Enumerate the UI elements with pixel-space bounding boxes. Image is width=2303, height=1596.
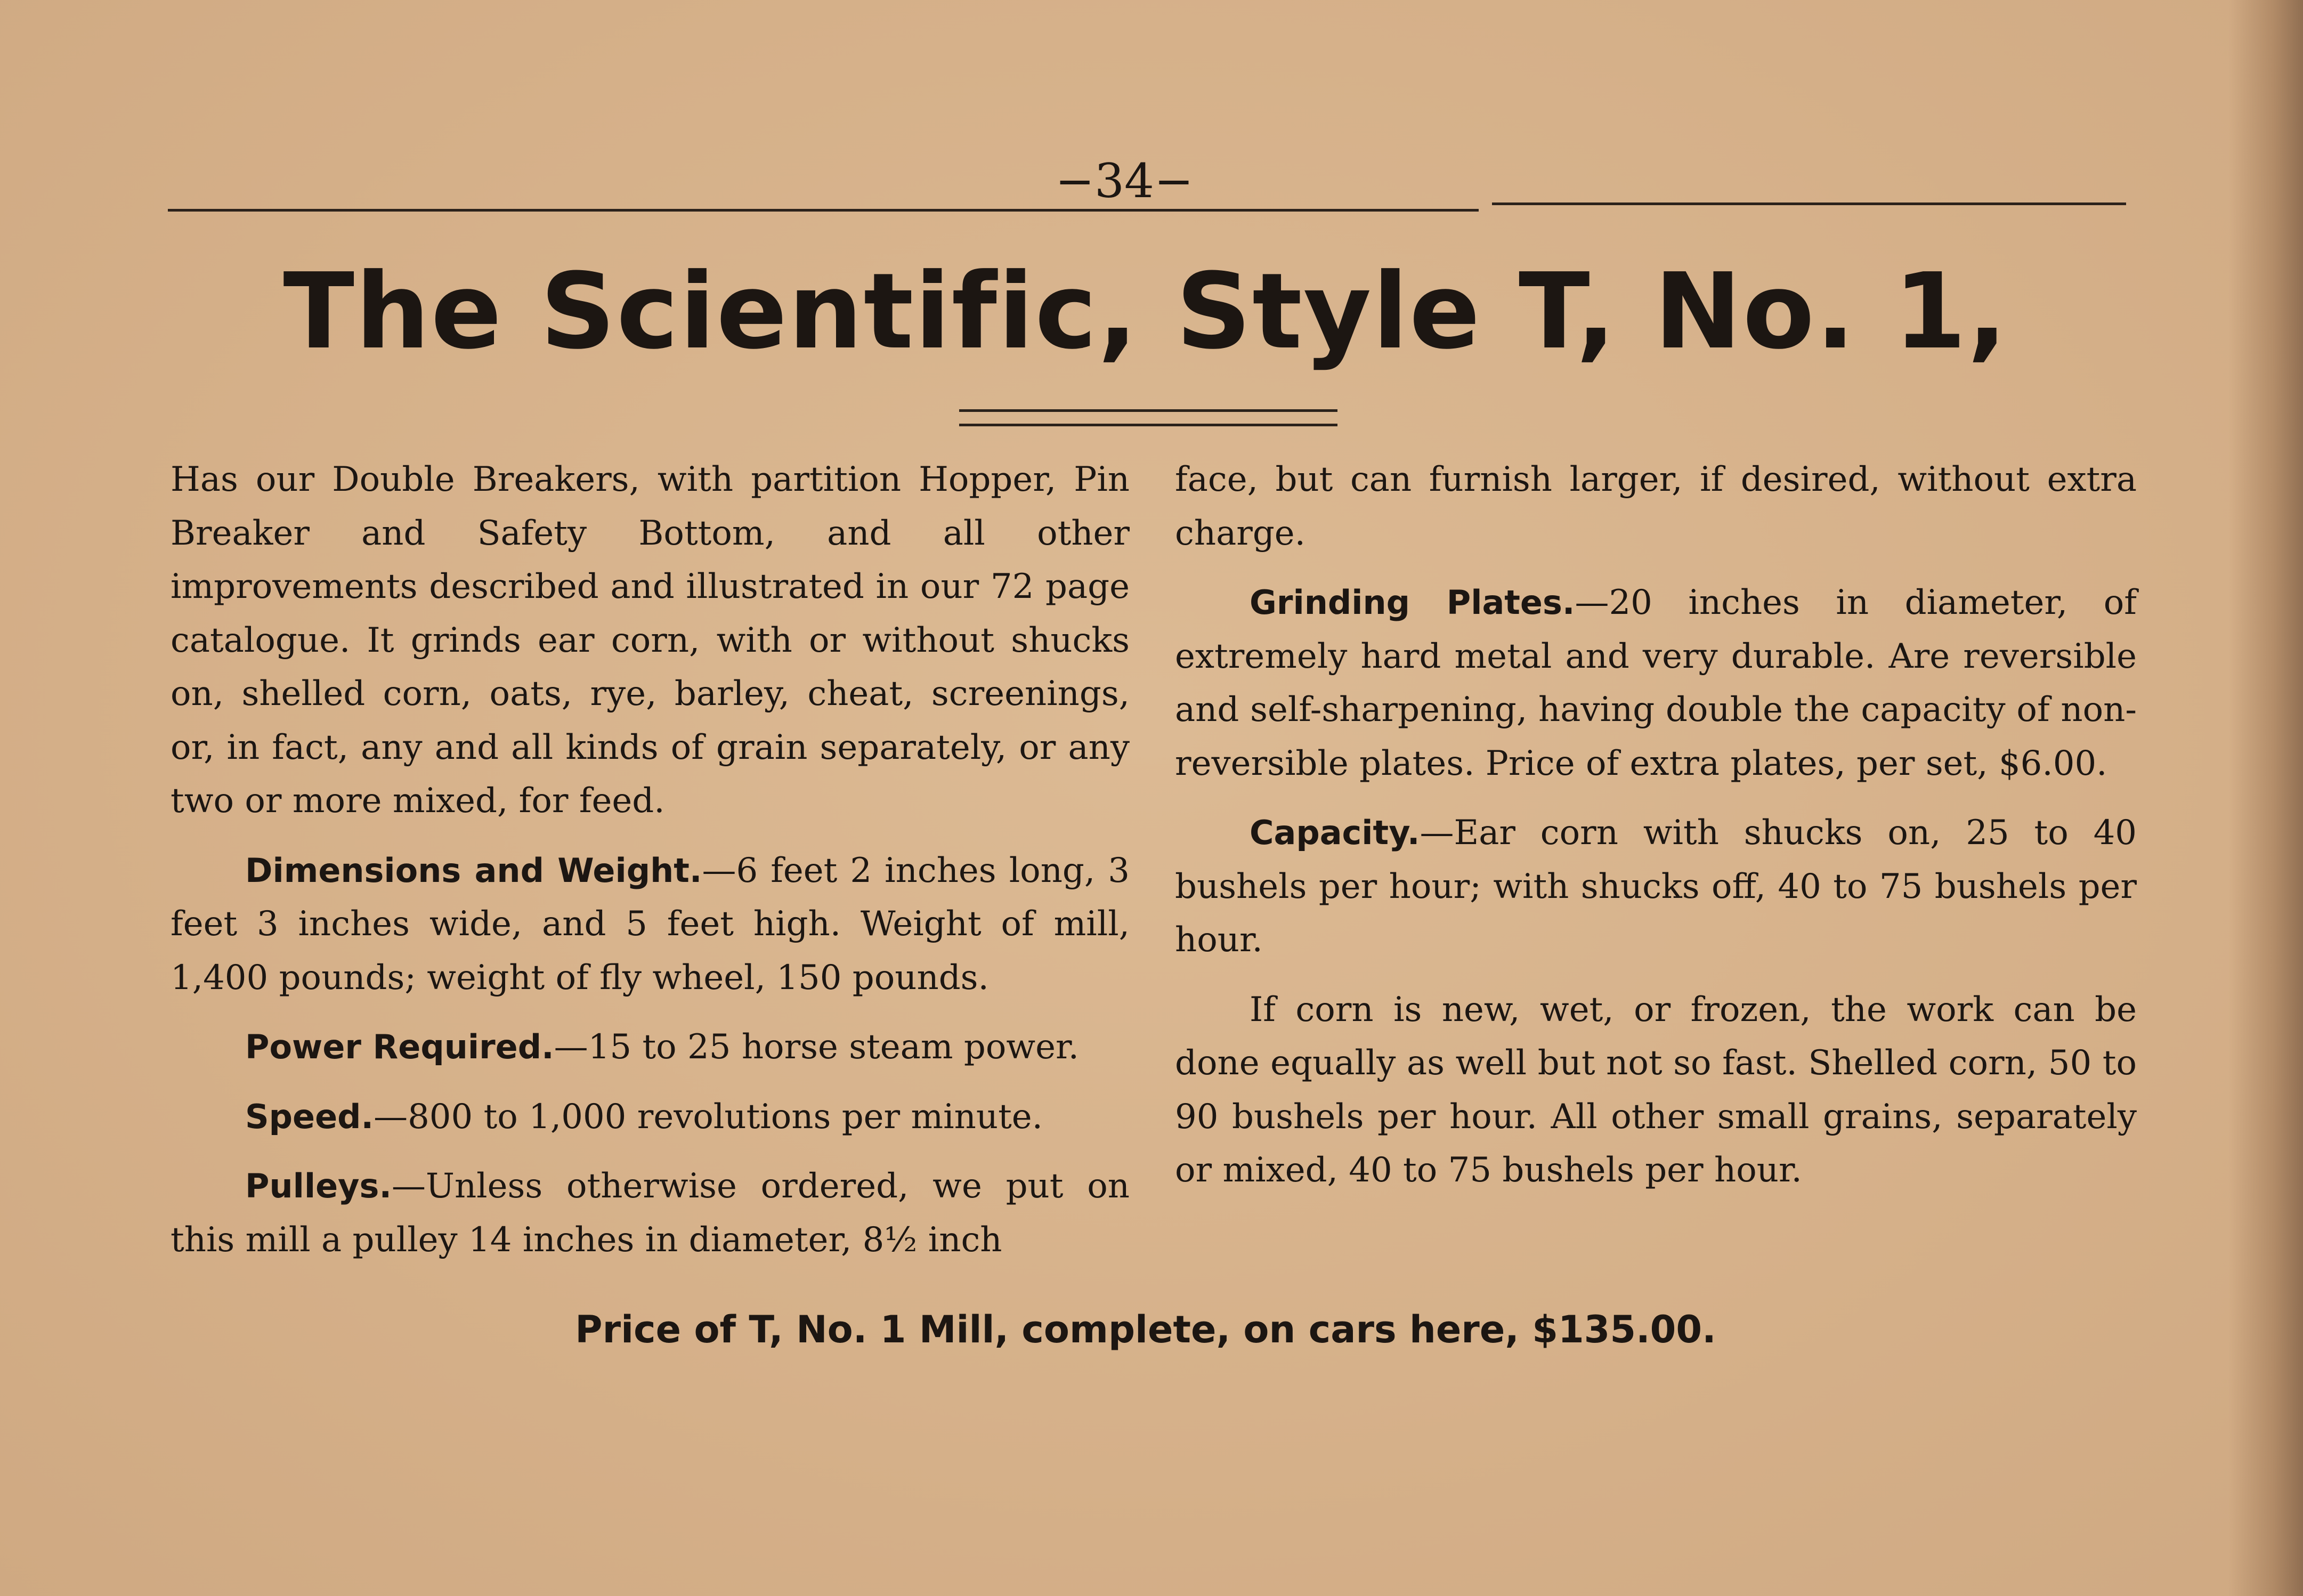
power-paragraph	[171, 1020, 1130, 1074]
capacity-paragraph	[1175, 806, 2137, 967]
power-heading: Power Required.	[245, 1027, 554, 1066]
pulleys-paragraph	[171, 1160, 1130, 1267]
dimensions-text: —6 feet 2 inches long, 3 feet 3 inches wide, and 5 feet high. Weight of mill, 1,400 pounds; weight of fly wheel, 150 pounds.	[171, 850, 1130, 998]
speed-heading: Speed.	[245, 1097, 374, 1136]
header-rule-left	[168, 209, 1479, 212]
right-column	[1175, 453, 2137, 1213]
pulleys-heading: Pulleys.	[245, 1166, 392, 1205]
pulleys-text: —Unless otherwise ordered, we put on this mill a pulley 14 inches in diameter, 8½ inch	[171, 1166, 1130, 1260]
page-title: The Scientific, Style T, No. 1,	[283, 251, 2008, 372]
intro-paragraph: Has our Double Breakers, with partition Hopper, Pin Breaker and Safety Bottom, and all other improvements described and illustrated in our 72 page catalogue. It grinds ear corn, with or without shucks on, shelled corn, oats, rye, barley, cheat, screenings, or, in fact, any and all kinds of grain separately, or any two or more mixed, for feed.	[171, 460, 1130, 821]
dimensions-paragraph	[171, 844, 1130, 1005]
left-column	[171, 453, 1130, 1283]
title-double-rule	[959, 409, 1337, 426]
conditions-paragraph: If corn is new, wet, or frozen, the work can be done equally as well but not so fast. Shelled corn, 50 to 90 bushels per hour. All other small grains, separately or mixed, 40 to 75 bushels per hour.	[1175, 990, 2137, 1190]
speed-paragraph	[171, 1090, 1130, 1144]
grinding-plates-heading: Grinding Plates.	[1250, 583, 1575, 622]
dimensions-heading: Dimensions and Weight.	[245, 850, 702, 890]
capacity-heading: Capacity.	[1250, 813, 1420, 852]
grinding-plates-text: —20 inches in diameter, of extremely hard metal and very durable. Are reversible and self-sharpening, having double the capacity of non-reversible plates. Price of extra plates, per set, $6.00.	[1175, 583, 2137, 783]
capacity-text: —Ear corn with shucks on, 25 to 40 bushels per hour; with shucks off, 40 to 75 bushels per hour.	[1175, 813, 2137, 960]
book-spine-shadow	[2228, 0, 2303, 1596]
header-rule-right	[1492, 202, 2126, 205]
continuation-paragraph: face, but can furnish larger, if desired, without extra charge.	[1175, 460, 2137, 553]
price-line: Price of T, No. 1 Mill, complete, on cars here, $135.00.	[575, 1308, 1716, 1351]
grinding-plates-paragraph	[1175, 576, 2137, 790]
power-text: —15 to 25 horse steam power.	[554, 1027, 1079, 1067]
page-number: −34−	[1055, 153, 1194, 208]
speed-text: —800 to 1,000 revolutions per minute.	[374, 1097, 1043, 1137]
